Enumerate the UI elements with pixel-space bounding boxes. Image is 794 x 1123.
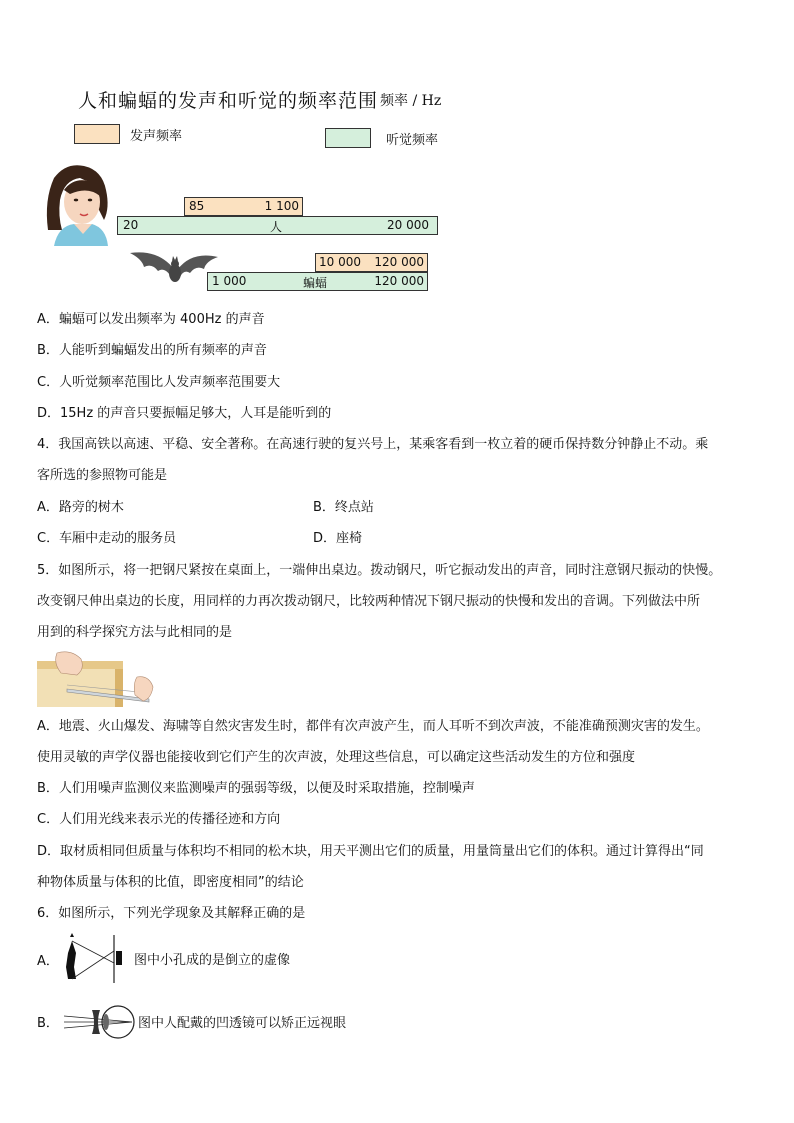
q4-option-a: A．路旁的树木: [37, 500, 124, 515]
q5-option-d-line2: 种物体质量与体积的比值，即密度相同”的结论: [37, 875, 304, 890]
legend-hear-swatch: [325, 128, 371, 148]
figure-unit: 频率 / Hz: [380, 93, 442, 109]
q3-option-c: C．人听觉频率范围比人发声频率范围要大: [37, 375, 281, 390]
q5-stem-line3: 用到的科学探究方法与此相同的是: [37, 625, 233, 640]
q5-option-b: B．人们用噪声监测仪来监测噪声的强弱等级，以便及时采取措施，控制噪声: [37, 781, 475, 796]
bat-emit-low: 10 000: [319, 255, 361, 269]
q6-option-b-label: B．: [37, 1016, 59, 1031]
q4-option-b: B．终点站: [313, 500, 374, 515]
human-emit-bar: [184, 197, 303, 216]
q4-stem-line1: 4．我国高铁以高速、平稳、安全著称。在高速行驶的复兴号上，某乘客看到一枚立着的硬币保持数分钟静止不动。乘: [37, 437, 709, 452]
bat-emit-bar: [315, 253, 428, 272]
human-hear-low: 20: [123, 218, 139, 232]
q6-option-a-label: A．: [37, 954, 59, 969]
q4-option-d: D．座椅: [313, 531, 363, 546]
bat-hear-high: 120 000: [374, 274, 424, 288]
q5-option-c: C．人们用光线来表示光的传播径迹和方向: [37, 812, 281, 827]
q6-option-b-text: 图中人配戴的凹透镜可以矫正远视眼: [138, 1016, 347, 1031]
bat-emit-high: 120 000: [374, 255, 424, 269]
q6-stem: 6．如图所示，下列光学现象及其解释正确的是: [37, 906, 306, 921]
q4-option-c: C．车厢中走动的服务员: [37, 531, 177, 546]
q5-option-a-line2: 使用灵敏的声学仪器也能接收到它们产生的次声波，处理这些信息，可以确定这些活动发生的方位和强度: [37, 750, 636, 765]
q3-option-d: D．15Hz 的声音只要振幅足够大，人耳是能听到的: [37, 406, 332, 421]
q6-option-a-text: 图中小孔成的是倒立的虚像: [134, 953, 291, 968]
human-hear-high: 20 000: [387, 218, 429, 232]
q3-option-b: B．人能听到蝙蝠发出的所有频率的声音: [37, 343, 267, 358]
eye-lens-diagram: [62, 1002, 138, 1042]
bat-label: 蝙蝠: [303, 276, 328, 290]
bat-hear-low: 1 000: [212, 274, 247, 288]
q5-option-d-line1: D．取材质相同但质量与体积均不相同的松木块，用天平测出它们的质量，用量筒量出它们的体积。通过计算得出“同: [37, 844, 704, 859]
legend-emit-label: 发声频率: [130, 129, 183, 144]
human-emit-low: 85: [189, 199, 205, 213]
woman-illustration: [40, 160, 112, 246]
legend-emit-swatch: [74, 124, 120, 144]
human-hear-bar: [117, 216, 438, 235]
bat-hear-bar: [207, 272, 428, 291]
q5-stem-line1: 5．如图所示，将一把钢尺紧按在桌面上，一端伸出桌边。拨动钢尺，听它振动发出的声音，同时注意钢尺振动的快慢。: [37, 563, 722, 578]
human-label: 人: [270, 220, 283, 234]
q5-stem-line2: 改变钢尺伸出桌边的长度，用同样的力再次拨动钢尺，比较两种情况下钢尺振动的快慢和发出的音调。下列做法中所: [37, 594, 701, 609]
q5-option-a-line1: A．地震、火山爆发、海啸等自然灾害发生时，都伴有次声波产生，而人耳听不到次声波，不能准确预测灾害的发生。: [37, 719, 709, 734]
legend-hear-label: 听觉频率: [386, 133, 439, 148]
q3-option-a: A．蝙蝠可以发出频率为 400Hz 的声音: [37, 312, 265, 327]
q4-stem-line2: 客所选的参照物可能是: [37, 468, 168, 483]
ruler-experiment-illustration: [37, 649, 155, 709]
figure-title: 人和蝙蝠的发声和听觉的频率范围: [78, 90, 379, 112]
pinhole-camera-diagram: [62, 933, 130, 985]
human-emit-high: 1 100: [264, 199, 299, 213]
